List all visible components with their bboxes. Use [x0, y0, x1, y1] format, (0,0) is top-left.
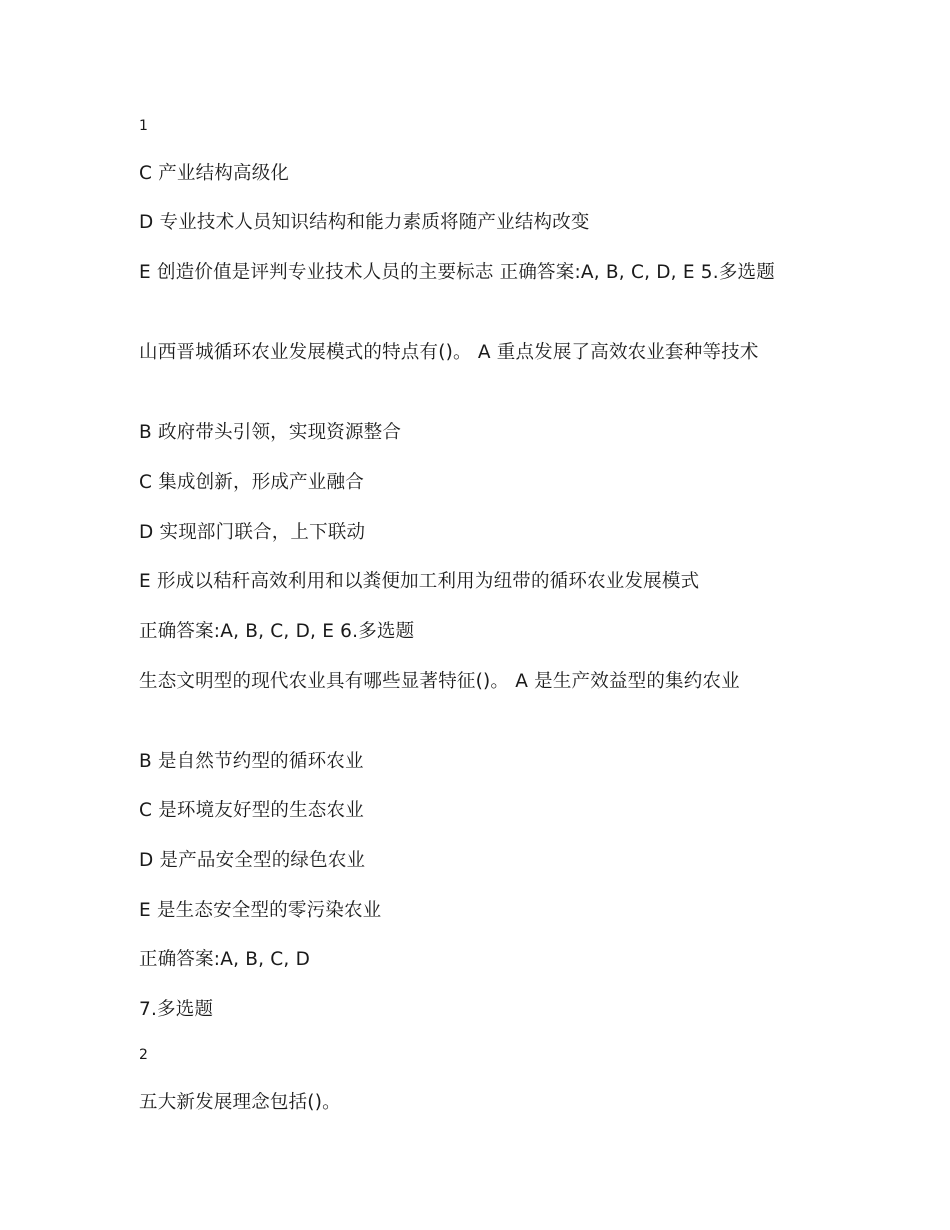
option-text: E 形成以秸秆高效利用和以粪便加工利用为纽带的循环农业发展模式	[139, 571, 700, 592]
question-text: 生态文明型的现代农业具有哪些显著特征()。 A 是生产效益型的集约农业	[139, 671, 740, 692]
question-text: 山西晋城循环农业发展模式的特点有()。 A 重点发展了高效农业套种等技术	[139, 342, 759, 363]
option-text: E 是生态安全型的零污染农业	[139, 900, 382, 921]
option-text: D 专业技术人员知识结构和能力素质将随产业结构改变	[139, 212, 590, 233]
page-marker: 2	[139, 1047, 148, 1063]
option-text: C 是环境友好型的生态农业	[139, 800, 364, 821]
option-text: B 是自然节约型的循环农业	[139, 751, 364, 772]
option-text: D 实现部门联合，上下联动	[139, 522, 366, 543]
option-text: B 政府带头引领，实现资源整合	[139, 422, 402, 443]
page-marker: 1	[139, 118, 148, 134]
answer-text: 正确答案:A, B, C, D, E 6.多选题	[139, 621, 415, 642]
question-heading: 7.多选题	[139, 999, 214, 1020]
option-text-with-answer: E 创造价值是评判专业技术人员的主要标志 正确答案:A, B, C, D, E 5.多选题	[139, 262, 775, 283]
option-text: C 集成创新，形成产业融合	[139, 472, 364, 493]
option-text: D 是产品安全型的绿色农业	[139, 850, 366, 871]
question-text: 五大新发展理念包括()。	[139, 1092, 341, 1113]
option-text: C 产业结构高级化	[139, 163, 290, 184]
answer-text: 正确答案:A, B, C, D	[139, 949, 311, 970]
